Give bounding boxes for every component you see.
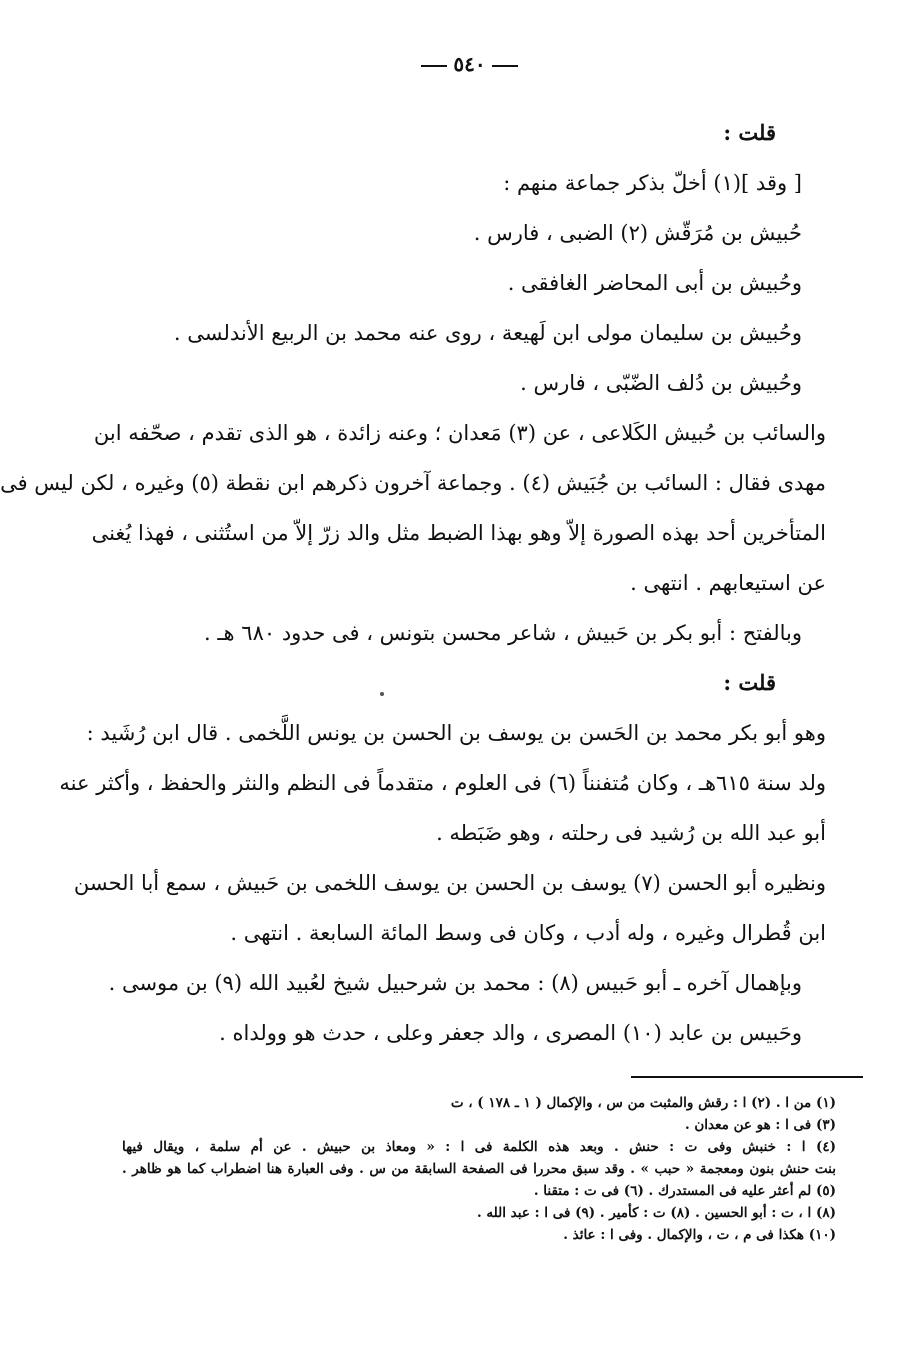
text-line-4: وحُبيش بن أبى المحاضر الغافقى . — [507, 271, 802, 295]
text-line-14: ولد سنة ٦١٥هـ ، وكان مُتفنناً (٦) فى العلوم ، متقدماً فى النظم والنثر والحفظ ، وأكثر عنه — [59, 771, 826, 795]
text-line-17: ابن قُطرال وغيره ، وله أدب ، وكان فى وسط المائة السابعة . انتهى . — [230, 921, 826, 945]
text-line-11: وبالفتح : أبو بكر بن حَبيش ، شاعر محسن بتونس ، فى حدود ٦٨٠ هـ . — [204, 621, 802, 645]
text-line-3: حُبيش بن مُرَقّش (٢) الضبى ، فارس . — [473, 221, 802, 245]
text-line-5: وحُبيش بن سليمان مولى ابن لَهيعة ، روى عنه محمد بن الربيع الأندلسى . — [173, 321, 802, 345]
text-line-6: وحُبيش بن دُلف الضّبّى ، فارس . — [520, 371, 802, 395]
text-line-18: وبإهمال آخره ـ أبو حَبيس (٨) : محمد بن شرحبيل شيخ لعُبيد الله (٩) بن موسى . — [108, 971, 802, 995]
text-line-16: ونظيره أبو الحسن (٧) يوسف بن الحسن بن يوسف اللخمى بن حَبيش ، سمع أبا الحسن — [73, 871, 826, 895]
text-line-9: المتأخرين أحد بهذه الصورة إلاّ وهو بهذا الضبط مثل والد زرّ إلاّ من استُثنى ، فهذا يُغنى — [91, 521, 826, 545]
text-line-2: [ وقد ](١) أخلّ بذكر جماعة منهم : — [503, 171, 802, 195]
page-number-dash-left — [421, 65, 447, 67]
text-line-7: والسائب بن حُبيش الكَلاعى ، عن (٣) مَعدان ؛ وعنه زائدة ، هو الذى تقدم ، صحّفه ابن — [93, 421, 826, 445]
page-number — [18, 52, 921, 76]
text-line-8: مهدى فقال : السائب بن جُبَيش (٤) . وجماعة آخرون ذكرهم ابن نقطة (٥) وغيره ، لكن ليس فى — [0, 471, 826, 495]
page-number-dash-right — [492, 65, 518, 67]
text-line-1: قلت : — [723, 120, 776, 145]
footnote-line-4: بنت حنش بنون ومعجمة « حبب » . وقد سبق محررا فى الصفحة السابقة من س . وفى العبارة هنا اضطراب كما هو ظاهر . — [122, 1161, 836, 1177]
text-line-12: قلت : — [723, 670, 776, 695]
footnotes — [122, 1092, 836, 1246]
text-line-13: وهو أبو بكر محمد بن الحَسن بن يوسف بن الحسن بن يونس اللَّخمى . قال ابن رُشَيد : — [86, 721, 826, 745]
footnote-line-7: (١٠) هكذا فى م ، ت ، والإكمال . وفى ا : عائذ . — [563, 1227, 836, 1243]
text-line-10: عن استيعابهم . انتهى . — [630, 571, 826, 595]
footnote-separator — [631, 1076, 863, 1078]
footnote-line-6: (٨) ا ، ت : أبو الحسين . (٨) ت : كأمير . (٩) فى ا : عبد الله . — [476, 1205, 836, 1221]
footnote-line-5: (٥) لم أعثر عليه فى المستدرك . (٦) فى ت : متقنا . — [533, 1183, 836, 1199]
footnote-line-2: (٣) فى ا : هو عن معدان . — [684, 1117, 836, 1133]
footnote-line-1: (١) من ا . (٢) ا : رقش والمثبت من س ، والإكمال ( ١ ـ ١٧٨ ) ، ت — [450, 1095, 836, 1111]
text-line-15: أبو عبد الله بن رُشيد فى رحلته ، وهو ضَبَطه . — [436, 821, 826, 845]
text-line-19: وحَبيس بن عابد (١٠) المصرى ، والد جعفر وعلى ، حدث هو وولداه . — [219, 1021, 802, 1045]
main-text — [0, 108, 826, 1058]
footnote-line-3: (٤) ا : خنبش وفى ت : حنش . وبعد هذه الكلمة فى ا : « ومعاذ بن حبيش . عن أم سلمة ، ويقال فيها — [122, 1139, 836, 1155]
print-speck — [380, 692, 384, 696]
page-number-text: ٥٤٠ — [453, 52, 486, 76]
